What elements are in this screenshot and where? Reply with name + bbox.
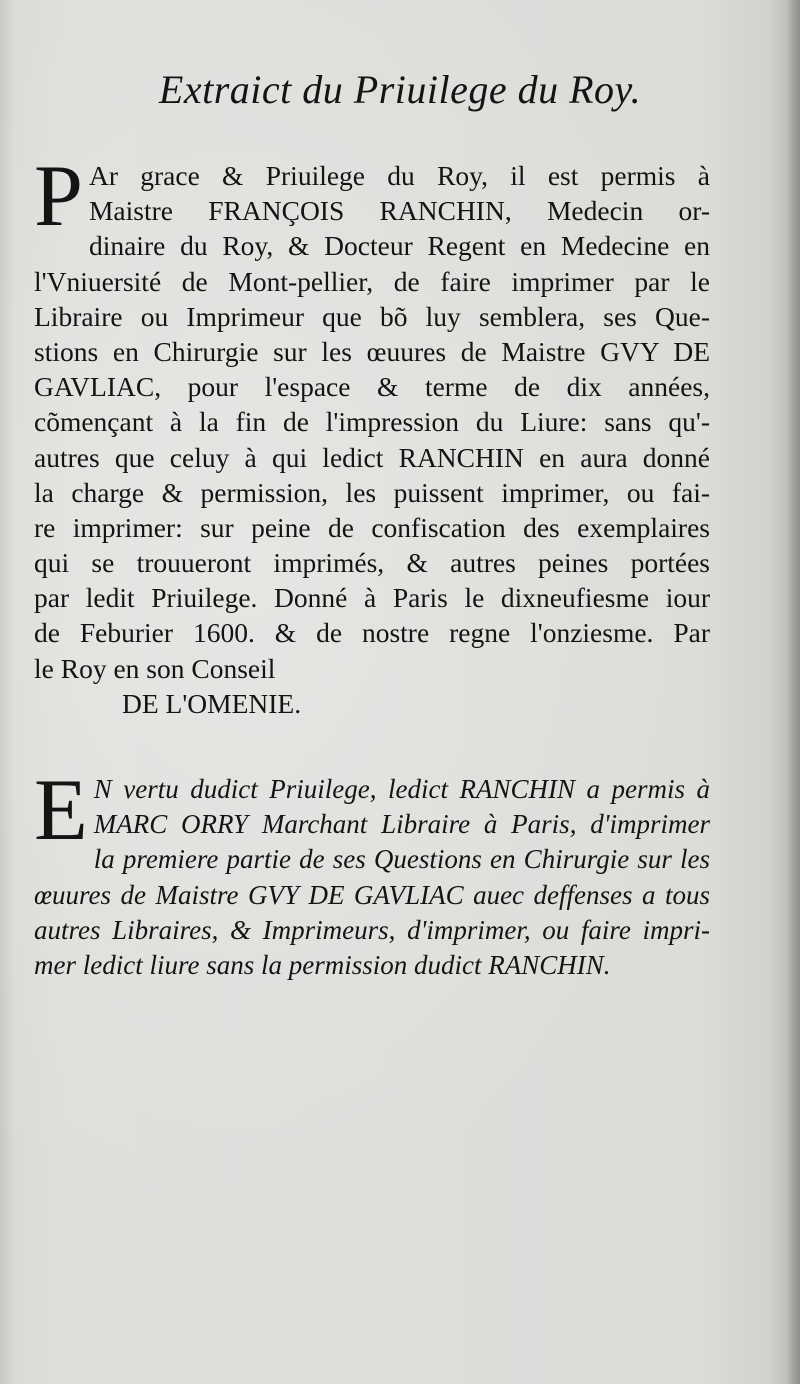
privilege-line-7: GAVLIAC, pour l'espace & terme de dix années, — [34, 371, 710, 403]
privilege-line-13: par ledit Priuilege. Donné à Paris le dixneufiesme iour — [34, 582, 710, 614]
page-edge-shadow — [786, 0, 800, 1384]
privilege-line-12: qui se trouueront imprimés, & autres peines portées — [34, 547, 710, 579]
grant-line-3: la premiere partie de ses Questions en Chirurgie sur les — [93, 844, 710, 875]
signature: DE L'OMENIE. — [122, 687, 302, 719]
grant-line-4: œuures de Maistre GVY DE GAVLIAC auec deffenses a tous — [34, 879, 710, 910]
privilege-line-3: dinaire du Roy, & Docteur Regent en Medecine en — [88, 230, 710, 262]
privilege-line-15: le Roy en son Conseil — [34, 652, 276, 684]
privilege-line-9: autres que celuy à qui ledict RANCHIN en aura donné — [34, 441, 710, 473]
privilege-line-14: de Feburier 1600. & de nostre regne l'onziesme. Par — [34, 617, 710, 649]
privilege-line-4: l'Vniuersité de Mont-pellier, de faire imprimer par le — [34, 265, 710, 297]
privilege-line-8: cõmençant à la fin de l'impression du Liure: sans qu'- — [34, 406, 710, 438]
drop-cap-p: P — [34, 148, 83, 245]
drop-cap-e: E — [34, 762, 88, 859]
privilege-line-2: Maistre FRANÇOIS RANCHIN, Medecin or- — [88, 195, 710, 227]
privilege-line-11: re imprimer: sur peine de confiscation des exemplaires — [34, 511, 710, 543]
privilege-line-1: Ar grace & Priuilege du Roy, il est permis à — [88, 160, 710, 191]
privilege-line-6: stions en Chirurgie sur les œuures de Maistre GVY DE — [34, 335, 710, 367]
privilege-paragraph — [34, 148, 710, 721]
page-title: Extraict du Priuilege du Roy. — [158, 67, 642, 112]
grant-line-6: mer ledict liure sans la permission dudict RANCHIN. — [34, 949, 611, 980]
grant-line-2: MARC ORRY Marchant Libraire à Paris, d'imprimer — [93, 809, 710, 840]
privilege-line-5: Libraire ou Imprimeur que bõ luy semblera, ses Que- — [34, 300, 710, 332]
grant-line-5: autres Libraires, & Imprimeurs, d'imprimer, ou faire impri- — [34, 914, 710, 945]
grant-paragraph — [34, 762, 710, 983]
grant-line-1: N vertu dudict Priuilege, ledict RANCHIN a permis à — [93, 774, 710, 804]
privilege-line-10: la charge & permission, les puissent imprimer, ou fai- — [34, 476, 710, 508]
